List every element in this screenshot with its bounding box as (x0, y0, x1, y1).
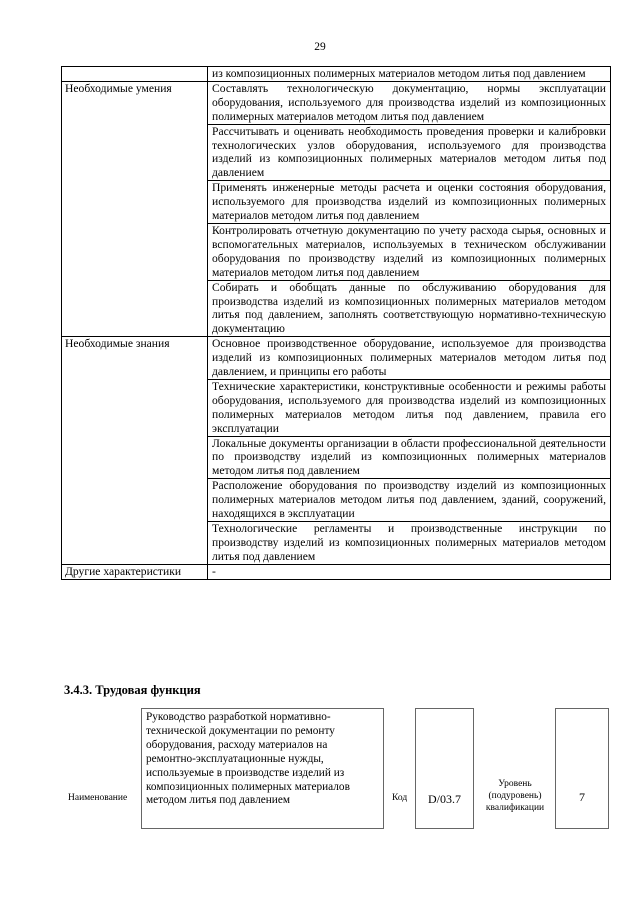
table-row (62, 67, 611, 82)
function-name-box: Руководство разработкой нормативно-технической документации по ремонту оборудования, расходу материалов на ремонтно-эксплуатационные нужды, используемые в производстве изделий из композиционных полимерных материалов методом литья под давлением (141, 708, 384, 829)
table-row (62, 564, 611, 579)
skill-item: Составлять технологическую документацию, нормы эксплуатации оборудования, используемого для производства изделий из композиционных полимерных материалов методом литья под давлением (208, 81, 611, 124)
row-label-knowledge: Необходимые знания (62, 337, 208, 565)
knowledge-item: Локальные документы организации в области профессиональной деятельности по производству изделий из композиционных полимерных материалов методом литья под давлением (208, 436, 611, 479)
skill-item: Контролировать отчетную документацию по учету расхода сырья, основных и вспомогательных материалов, используемых в техническом обслуживании оборудования по производству изделий из композиционных полимерных материалов методом литья под давлением (208, 223, 611, 280)
skill-item: Собирать и обобщать данные по обслуживанию оборудования для производства изделий из композиционных полимерных материалов методом литья под давлением, заполнять соответствующую нормативно-техническую документацию (208, 280, 611, 337)
knowledge-item: Технические характеристики, конструктивные особенности и режимы работы оборудования, используемого для производства изделий из композиционных полимерных материалов методом литья под давлением, правила его эксплуатации (208, 379, 611, 436)
qualification-level-label: Уровень (подуровень) квалификации (485, 779, 545, 813)
name-label: Наименование (68, 793, 128, 803)
qualification-level-box: 7 (555, 708, 609, 829)
skill-item: Рассчитывать и оценивать необходимость проведения проверки и калибровки технологических узлов оборудования, используемого для производства изделий из композиционных полимерных материалов методом литья под давлением (208, 124, 611, 181)
other-item: - (208, 564, 611, 579)
table-row (62, 81, 611, 124)
knowledge-item: Технологические регламенты и производственные инструкции по производству изделий из композиционных полимерных материалов методом литья под давлением (208, 522, 611, 565)
section-heading: 3.4.3. Трудовая функция (64, 683, 201, 697)
skill-item: Применять инженерные методы расчета и оценки состояния оборудования, используемого для производства изделий из композиционных полимерных материалов методом литья под давлением (208, 181, 611, 224)
table-cell-continuation: из композиционных полимерных материалов методом литья под давлением (208, 67, 611, 82)
requirements-table (61, 66, 611, 580)
page-number: 29 (314, 41, 326, 53)
knowledge-item: Основное производственное оборудование, используемое для производства изделий из композиционных полимерных материалов методом литья под давлением, и принципы его работы (208, 337, 611, 380)
table-cell-empty (62, 67, 208, 82)
function-code-box: D/03.7 (415, 708, 474, 829)
row-label-skills: Необходимые умения (62, 81, 208, 336)
knowledge-item: Расположение оборудования по производству изделий из композиционных полимерных материалов методом литья под давлением, зданий, сооружений, находящихся в эксплуатации (208, 479, 611, 522)
table-row (62, 337, 611, 380)
code-label: Код (392, 793, 408, 803)
row-label-other: Другие характеристики (62, 564, 208, 579)
